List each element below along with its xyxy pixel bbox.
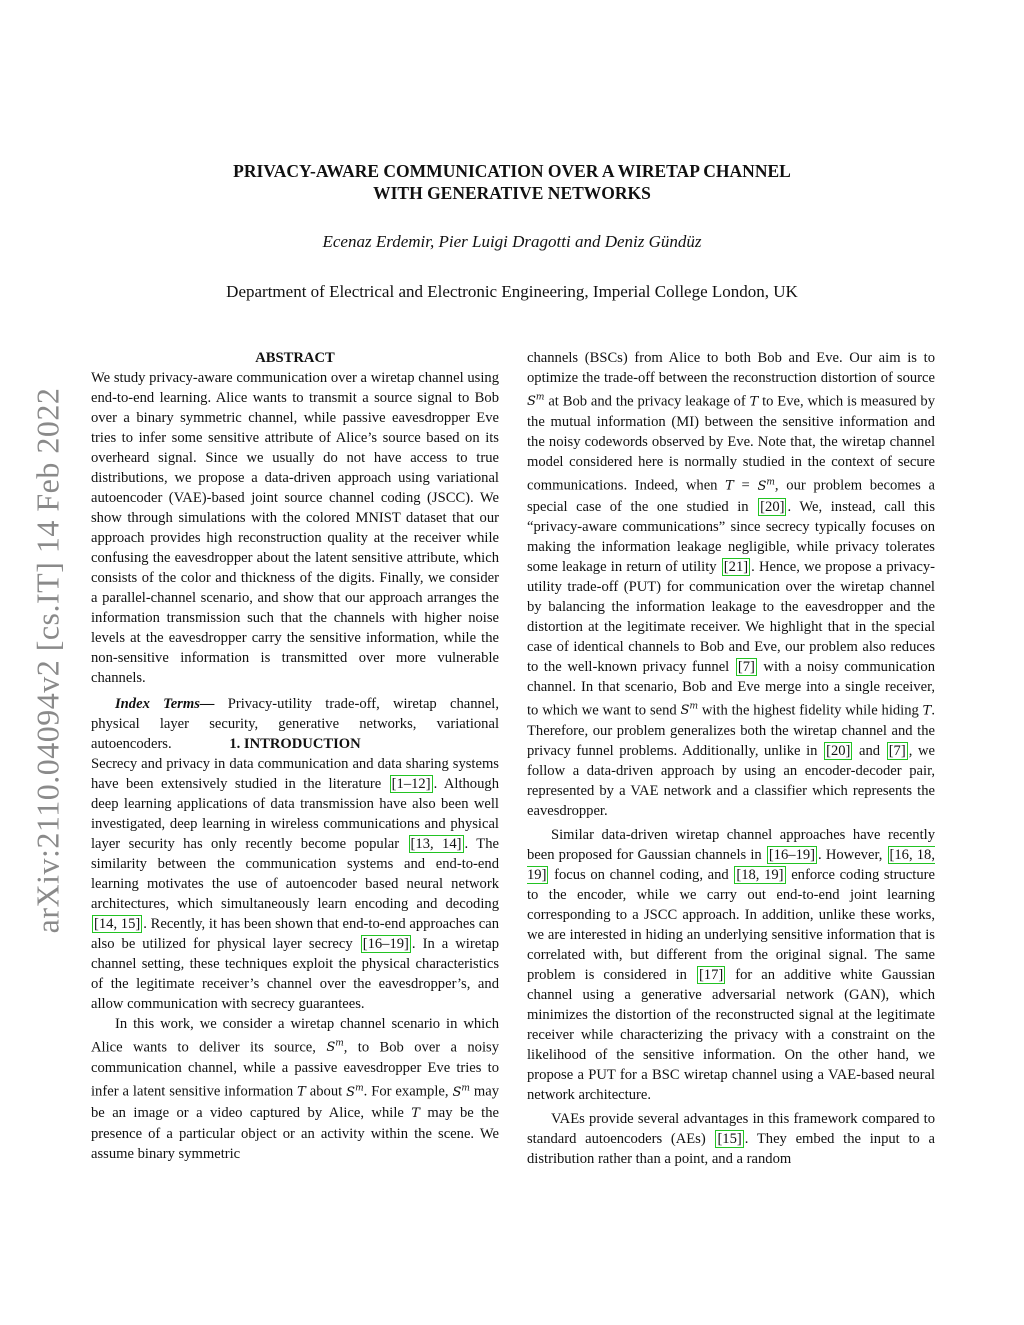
intro-p5-text-a: VAEs provide several advantages in this framework compared to standard autoencoders (AEs) bbox=[527, 1110, 935, 1147]
right-column bbox=[527, 348, 935, 1169]
math-sensitive: T bbox=[725, 478, 734, 494]
math-sensitive: T bbox=[922, 702, 932, 718]
affiliation: Department of Electrical and Electronic Engineering, Imperial College London, UK bbox=[226, 282, 798, 301]
intro-p3-text-h: with the highest fidelity while hiding bbox=[698, 701, 923, 718]
paper-title-line-2: WITH GENERATIVE NETWORKS bbox=[373, 183, 651, 203]
intro-paragraph-5 bbox=[527, 1109, 935, 1169]
citation-7[interactable]: [7] bbox=[888, 742, 906, 759]
index-terms-label: Index Terms— bbox=[115, 696, 215, 712]
citation-7[interactable]: [7] bbox=[737, 658, 755, 675]
citation-16-19[interactable]: [16–19] bbox=[362, 936, 409, 952]
intro-p3-text-c: to Eve, which is measured by the mutual information (MI) between the sensitive information and the noisy codewords observed by Eve. Note that, the wiretap channel model considered here is normally studied in the context of secure communications. Indeed, when bbox=[527, 393, 935, 494]
intro-p4-text-c: focus on channel coding, and bbox=[549, 866, 734, 883]
intro-p3-text-g: with a noisy communication channel. In that scenario, Bob and Eve merge into a single receiver, to which we want to send bbox=[527, 658, 935, 718]
math-source: $S^m$ bbox=[527, 393, 545, 410]
intro-p5-text-b: . They embed the input to a distribution rather than a point, and a random bbox=[527, 1130, 935, 1167]
arxiv-identifier bbox=[28, 370, 68, 950]
intro-paragraph-2 bbox=[91, 1014, 499, 1164]
intro-p3-text-f: . Hence, we propose a privacy-utility trade-off (PUT) for communication over the wiretap channel by balancing the information leakage to the eavesdropper and the distortion at the legitimate receiver. We highlight that in the special case of identical channels to Bob and Eve, our problem also reduces to the well-known privacy funnel bbox=[527, 558, 935, 675]
intro-paragraph-3 bbox=[527, 348, 935, 821]
math-equals: = bbox=[733, 477, 758, 494]
intro-p3-text-a: channels (BSCs) from Alice to both Bob and Eve. Our aim is to optimize the trade-off between the reconstruction distortion of source bbox=[527, 350, 935, 386]
citation-16-19[interactable]: [16–19] bbox=[768, 846, 816, 863]
intro-p4-text-d: enforce coding structure to the encoder, while we carry out end-to-end joint learning corresponding to a JSCC approach. In addition, unlike these works, we are interested in hiding an underlying sensitive information that is correlated with, but different from the original signal. The same problem is considered in bbox=[527, 866, 935, 983]
citation-13-14[interactable]: [13, 14] bbox=[410, 836, 462, 852]
citation-15[interactable]: [15] bbox=[717, 1130, 742, 1147]
intro-p1-text-d: . Recently, it has been shown that end-to-end approaches can also be utilized for physical layer secrecy bbox=[91, 916, 499, 952]
intro-p3-text-j: and bbox=[853, 742, 886, 759]
citation-18-19[interactable]: [18, 19] bbox=[736, 866, 784, 883]
citation-1-12[interactable]: [1–12] bbox=[391, 776, 431, 792]
math-sensitive: T bbox=[297, 1084, 306, 1100]
intro-p2-text-d: . For example, bbox=[363, 1083, 453, 1100]
intro-p3-text-b: at Bob and the privacy leakage of bbox=[544, 393, 750, 410]
citation-16-18-19[interactable]: [16, 18, 19] bbox=[527, 846, 935, 883]
intro-p1-text-a: Secrecy and privacy in data communication and data sharing systems have been extensively studied in the literature bbox=[91, 756, 499, 792]
intro-p3-text-i: . Therefore, our problem generalizes both the wiretap channel and the privacy funnel problems. Additionally, unlike in bbox=[527, 701, 935, 759]
math-source: $S^m$ bbox=[757, 477, 775, 494]
arxiv-identifier-text: arXiv:2110.04094v2 [cs.IT] 14 Feb 2022 bbox=[29, 387, 66, 933]
math-source: $S^m$ bbox=[326, 1039, 344, 1056]
citation-14-15[interactable]: [14, 15] bbox=[94, 916, 141, 932]
intro-p2-text-a: In this work, we consider a wiretap channel scenario in which Alice wants to deliver its source, bbox=[91, 1016, 499, 1056]
intro-p4-text-b: . However, bbox=[818, 846, 887, 863]
intro-p3-text-e: . We, instead, call this “privacy-aware communications” since secrecy typically focuses on making the information leakage negligible, while privacy tolerates some leakage in return of utility bbox=[527, 498, 935, 575]
math-source: $S^m$ bbox=[346, 1083, 364, 1100]
intro-p2-text-e: may be an image or a video captured by Alice, while bbox=[91, 1083, 499, 1121]
abstract-text: We study privacy-aware communication over a wiretap channel using end-to-end learning. Alice wants to transmit a source signal to Bob over a binary symmetric channel, while passive eavesdropper Eve tries to infer some sensitive attribute of Alice’s source based on its overheard signal. Since we usually do not have access to true distributions, we propose a data-driven approach using variational autoencoder (VAE)-based joint source channel coding (JSCC). We show through simulations with the colored MNIST dataset that our approach provides high reconstruction quality at the receiver while confusing the eavesdropper about the latent sensitive attribute, which consists of the color and thickness of the digits. Finally, we consider a parallel-channel scenario, and show that our approach arranges the information transmission such that the channels with higher noise levels at the eavesdropper carry the sensitive information, while the non-sensitive information is transmitted over more vulnerable channels. bbox=[91, 370, 499, 686]
intro-p3-text-k: , we follow a data-driven approach by using an encoder-decoder pair, represented by a VAE network and a classifier which represents the eavesdropper. bbox=[527, 742, 935, 819]
index-terms-text: Privacy-utility trade-off, wiretap channel, physical layer security, generative networks, variational autoencoders. bbox=[91, 696, 499, 752]
intro-p4-text-e: for an additive white Gaussian channel using a generative adversarial network (GAN), which minimizes the distortion of the reconstructed signal at the legitimate receiver while characterizing the privacy with a constraint on the likelihood of the sensitive information. On the other hand, we propose a PUT for a BSC wiretap channel using a VAE-based neural network architecture. bbox=[527, 966, 935, 1103]
introduction-heading: 1. INTRODUCTION bbox=[229, 736, 361, 752]
paper-title-line-1: PRIVACY-AWARE COMMUNICATION OVER A WIRETAP CHANNEL bbox=[233, 161, 791, 181]
math-source: $S^m$ bbox=[680, 701, 698, 718]
authors: Ecenaz Erdemir, Pier Luigi Dragotti and Deniz Gündüz bbox=[322, 232, 702, 251]
citation-17[interactable]: [17] bbox=[698, 966, 724, 983]
citation-20[interactable]: [20] bbox=[760, 498, 785, 515]
intro-p2-text-b: , to Bob over a noisy communication channel, while a passive eavesdropper Eve tries to infer a latent sensitive information bbox=[91, 1039, 500, 1100]
abstract-heading: ABSTRACT bbox=[255, 350, 335, 366]
intro-p1-text-c: . The similarity between the communication systems and end-to-end learning motivates the use of autoencoder based neural network architectures, which simultaneously learn encoding and decoding bbox=[91, 836, 499, 912]
intro-p1-text-b: . Although deep learning applications of data transmission have also been well investigated, deep learning in wireless communications and physical layer security has only recently become popular bbox=[91, 776, 499, 852]
intro-p1-text-e: . In a wiretap channel setting, these techniques exploit the physical characteristics of the legitimate receiver’s channel over the eavesdropper’s, and allow communication with secrecy guarantees. bbox=[91, 936, 499, 1012]
intro-p2-text-f: may be the presence of a particular object or an activity within the scene. We assume binary symmetric bbox=[91, 1104, 499, 1162]
intro-paragraph-4 bbox=[527, 825, 935, 1105]
paper-title bbox=[150, 160, 874, 204]
intro-p4-text-a: Similar data-driven wiretap channel approaches have recently been proposed for Gaussian channels in bbox=[527, 826, 935, 863]
math-sensitive: T bbox=[749, 394, 759, 410]
intro-paragraph-1 bbox=[91, 754, 499, 1014]
intro-p2-text-c: about bbox=[305, 1083, 347, 1100]
citation-20[interactable]: [20] bbox=[826, 742, 851, 759]
math-sensitive: T bbox=[411, 1105, 420, 1121]
citation-21[interactable]: [21] bbox=[723, 558, 749, 575]
intro-p3-text-d: , our problem becomes a special case of the one studied in bbox=[527, 477, 935, 515]
math-source: $S^m$ bbox=[452, 1083, 470, 1100]
left-column bbox=[91, 348, 499, 1164]
